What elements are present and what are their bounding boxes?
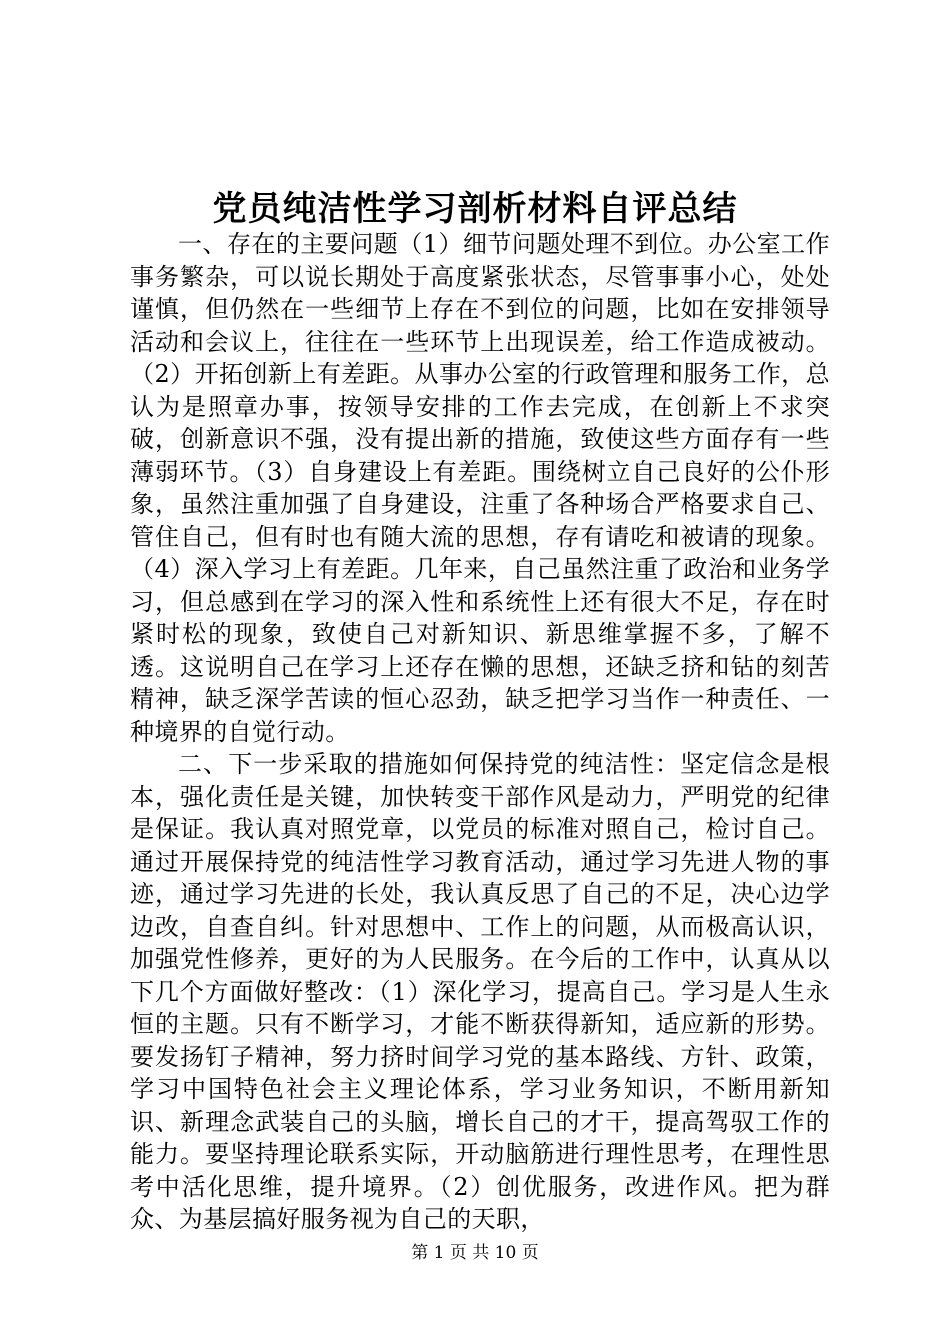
page-number: 第 1 页	[411, 1243, 467, 1263]
page-total: 共 10 页	[472, 1243, 539, 1263]
paragraph-problems: 一、存在的主要问题（1）细节问题处理不到位。办公室工作事务繁杂，可以说长期处于高度紧张状态，尽管事事小心，处处谨慎，但仍然在一些细节上存在不到位的问题，比如在安排领导活动和会议上，往往在一些环节上出现误差，给工作造成被动。（2）开拓创新上有差距。从事办公室的行政管理和服务工作，总认为是照章办事，按领导安排的工作去完成，在创新上不求突破，创新意识不强，没有提出新的措施，致使这些方面存有一些薄弱环节。（3）自身建设上有差距。围绕树立自己良好的公仆形象，虽然注重加强了自身建设，注重了各种场合严格要求自己、管住自己，但有时也有随大流的思想，存有请吃和被请的现象。（4）深入学习上有差距。几年来，自己虽然注重了政治和业务学习，但总感到在学习的深入性和系统性上还有很大不足，存在时紧时松的现象，致使自己对新知识、新思维掌握不多，了解不透。这说明自己在学习上还存在懒的思想，还缺乏挤和钻的刻苦精神，缺乏深学苦读的恒心忍劲，缺乏把学习当作一种责任、一种境界的自觉行动。	[130, 230, 830, 746]
document-body	[130, 228, 830, 1236]
page-footer	[0, 1241, 950, 1265]
paragraph-measures: 二、下一步采取的措施如何保持党的纯洁性：坚定信念是根本，强化责任是关键，加快转变干部作风是动力，严明党的纪律是保证。我认真对照党章，以党员的标准对照自己，检讨自己。通过开展保持党的纯洁性学习教育活动，通过学习先进人物的事迹，通过学习先进的长处，我认真反思了自己的不足，决心边学边改，自查自纠。针对思想中、工作上的问题，从而极高认识，加强党性修养，更好的为人民服务。在今后的工作中，认真从以下几个方面做好整改：（1）深化学习，提高自己。学习是人生永恒的主题。只有不断学习，才能不断获得新知，适应新的形势。要发扬钉子精神，努力挤时间学习党的基本路线、方针、政策，学习中国特色社会主义理论体系，学习业务知识，不断用新知识、新理念武装自己的头脑，增长自己的才干，提高驾驭工作的能力。要坚持理论联系实际，开动脑筋进行理性思考，在理性思考中活化思维，提升境界。（2）创优服务，改进作风。把为群众、为基层搞好服务视为自己的天职，	[130, 750, 830, 1233]
document-title: 党员纯洁性学习剖析材料自评总结	[212, 189, 738, 229]
